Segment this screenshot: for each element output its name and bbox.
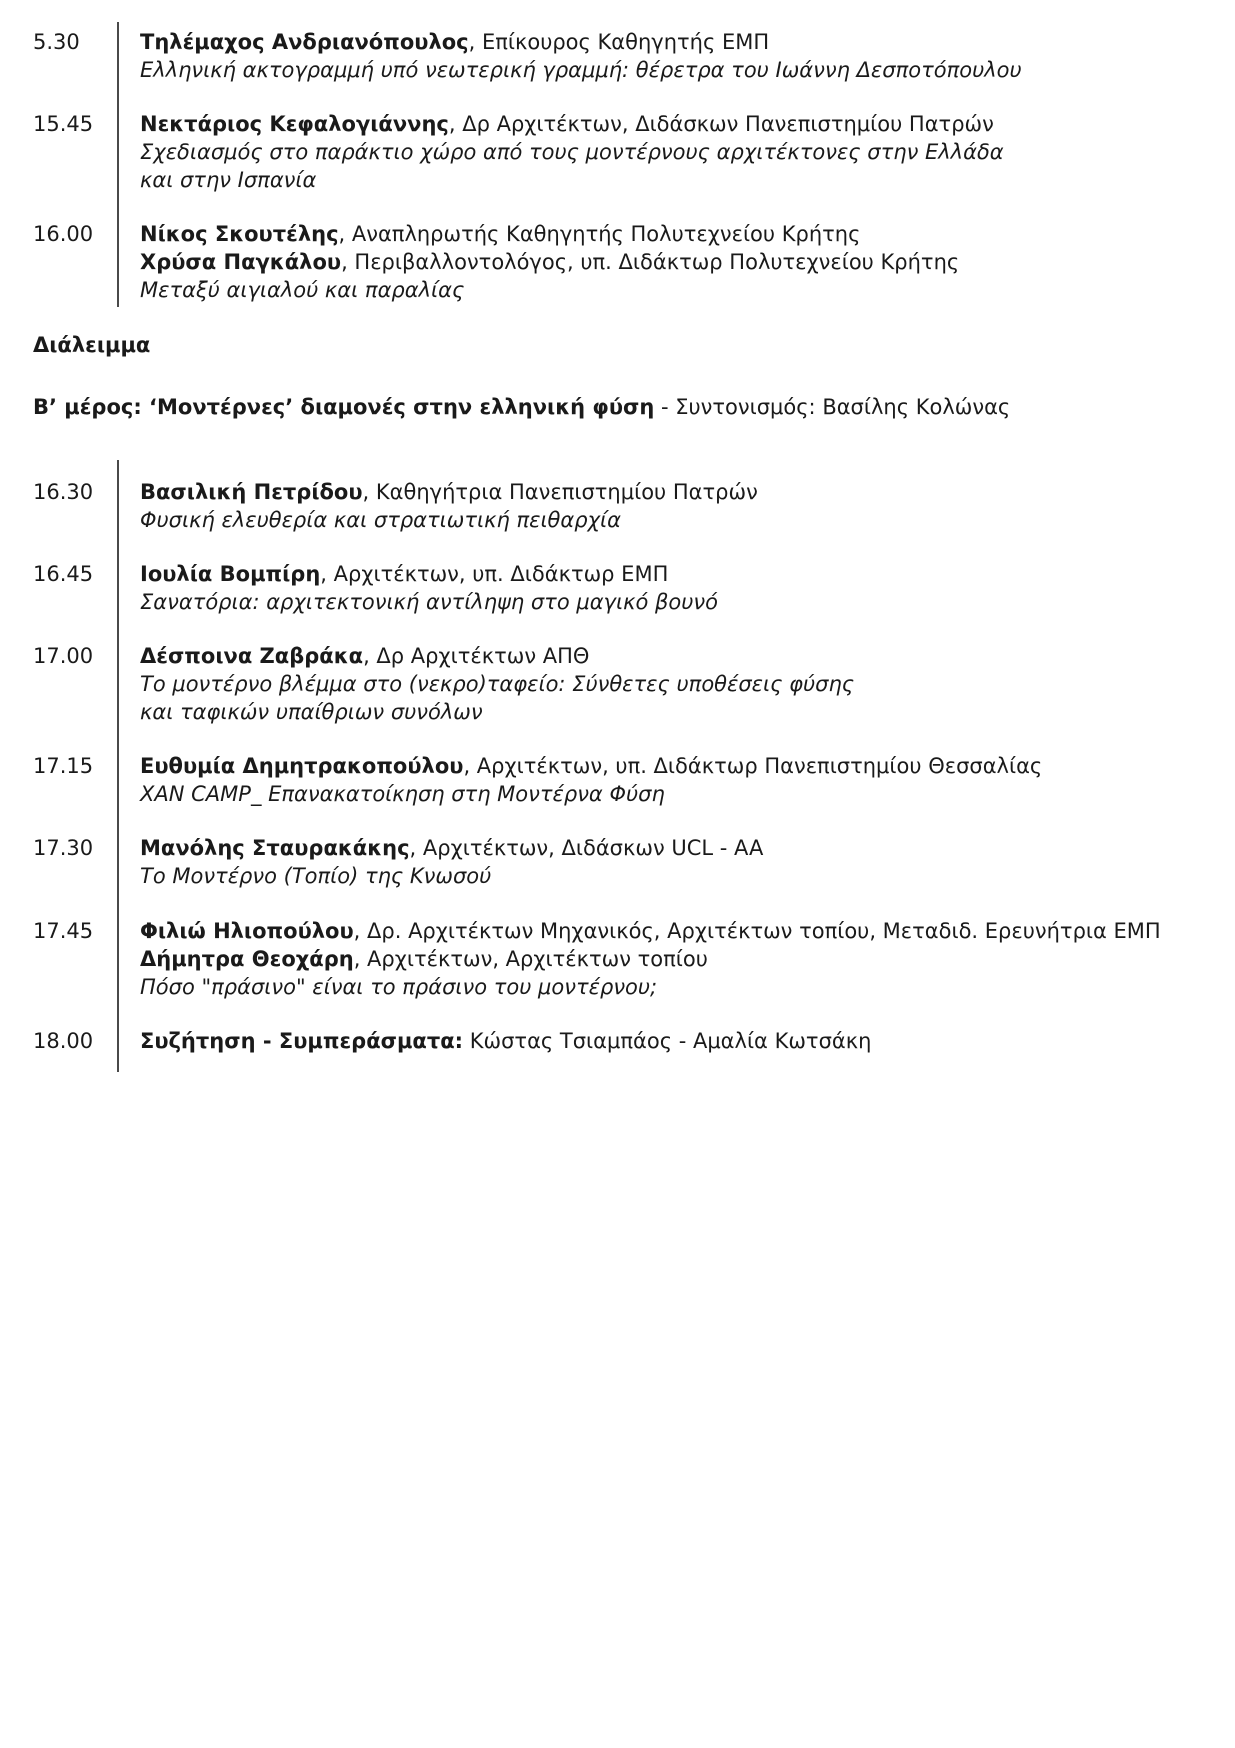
speaker-affiliation: , Αρχιτέκτων, Αρχιτέκτων τοπίου bbox=[353, 947, 708, 971]
part-b-divider bbox=[117, 460, 119, 1072]
speaker-name: Νεκτάριος Κεφαλογιάννης bbox=[140, 112, 449, 136]
part-a-divider bbox=[117, 22, 119, 307]
speaker-affiliation: , Δρ. Αρχιτέκτων Μηχανικός, Αρχιτέκτων τοπίου, Μεταδιδ. Ερευνήτρια ΕΜΠ bbox=[353, 919, 1161, 943]
speaker-affiliation: , Αρχιτέκτων, Διδάσκων UCL - AA bbox=[409, 836, 764, 860]
session-time: 5.30 bbox=[33, 30, 80, 54]
talk-title: Πόσο "πράσινο" είναι το πράσινο του μοντέρνου; bbox=[140, 975, 658, 999]
speaker-affiliation: , Επίκουρος Καθηγητής ΕΜΠ bbox=[468, 30, 770, 54]
speaker-name: Νίκος Σκουτέλης bbox=[140, 222, 339, 246]
speaker-name: Ιουλία Βομπίρη bbox=[140, 562, 321, 586]
speaker-name: Χρύσα Παγκάλου bbox=[140, 250, 342, 274]
speaker-name: Δέσποινα Ζαβράκα bbox=[140, 644, 364, 668]
talk-title: Φυσική ελευθερία και στρατιωτική πειθαρχία bbox=[140, 508, 621, 532]
session-time: 17.45 bbox=[33, 919, 94, 943]
session-time: 16.45 bbox=[33, 562, 94, 586]
speaker-affiliation: , Αρχιτέκτων, υπ. Διδάκτωρ ΕΜΠ bbox=[320, 562, 669, 586]
talk-title: XAN CAMP_ Επανακατοίκηση στη Μοντέρνα Φύση bbox=[140, 782, 665, 806]
speaker-affiliation: , Δρ Αρχιτέκτων, Διδάσκων Πανεπιστημίου Πατρών bbox=[448, 112, 994, 136]
discussion-label: Συζήτηση - Συμπεράσματα: bbox=[140, 1029, 464, 1053]
speaker-name: Φιλιώ Ηλιοπούλου bbox=[140, 919, 354, 943]
session-time: 16.00 bbox=[33, 222, 94, 246]
session-time: 18.00 bbox=[33, 1029, 94, 1053]
speaker-affiliation: , Περιβαλλοντολόγος, υπ. Διδάκτωρ Πολυτεχνείου Κρήτης bbox=[341, 250, 960, 274]
talk-title: Μεταξύ αιγιαλού και παραλίας bbox=[140, 278, 465, 302]
talk-title: Σανατόρια: αρχιτεκτονική αντίληψη στο μαγικό βουνό bbox=[140, 590, 718, 614]
speaker-name: Δήμητρα Θεοχάρη bbox=[140, 947, 354, 971]
session-time: 17.00 bbox=[33, 644, 94, 668]
talk-title: Το μοντέρνο βλέμμα στο (νεκρο)ταφείο: Σύνθετες υποθέσεις φύσης bbox=[140, 672, 855, 696]
speaker-name: Τηλέμαχος Ανδριανόπουλος bbox=[140, 30, 469, 54]
speaker-name: Βασιλική Πετρίδου bbox=[140, 480, 363, 504]
discussion-participants: Κώστας Τσιαμπάος - Αμαλία Κωτσάκη bbox=[463, 1029, 872, 1053]
talk-title: και ταφικών υπαίθριων συνόλων bbox=[140, 700, 483, 724]
part-b-title: Β’ μέρος: ‘Μοντέρνες’ διαμονές στην ελληνική φύση bbox=[33, 395, 655, 419]
speaker-affiliation: , Αναπληρωτής Καθηγητής Πολυτεχνείου Κρήτης bbox=[338, 222, 861, 246]
session-time: 16.30 bbox=[33, 480, 94, 504]
break-label: Διάλειμμα bbox=[33, 333, 151, 357]
session-time: 17.15 bbox=[33, 754, 94, 778]
part-b-heading bbox=[33, 393, 1010, 421]
speaker-name: Ευθυμία Δημητρακοπούλου bbox=[140, 754, 464, 778]
talk-title: Ελληνική ακτογραμμή υπό νεωτερική γραμμή: θέρετρα του Ιωάννη Δεσποτόπουλου bbox=[140, 58, 1022, 82]
talk-title: Σχεδιασμός στο παράκτιο χώρο από τους μοντέρνους αρχιτέκτονες στην Ελλάδα bbox=[140, 140, 1004, 164]
session-time: 17.30 bbox=[33, 836, 94, 860]
talk-title: Το Μοντέρνο (Τοπίο) της Κνωσού bbox=[140, 864, 492, 888]
speaker-affiliation: , Καθηγήτρια Πανεπιστημίου Πατρών bbox=[362, 480, 758, 504]
speaker-name: Μανόλης Σταυρακάκης bbox=[140, 836, 410, 860]
speaker-affiliation: , Αρχιτέκτων, υπ. Διδάκτωρ Πανεπιστημίου Θεσσαλίας bbox=[463, 754, 1043, 778]
session-time: 15.45 bbox=[33, 112, 94, 136]
speaker-affiliation: , Δρ Αρχιτέκτων ΑΠΘ bbox=[363, 644, 590, 668]
part-b-moderation: - Συντονισμός: Βασίλης Κολώνας bbox=[654, 395, 1011, 419]
talk-title: και στην Ισπανία bbox=[140, 168, 317, 192]
